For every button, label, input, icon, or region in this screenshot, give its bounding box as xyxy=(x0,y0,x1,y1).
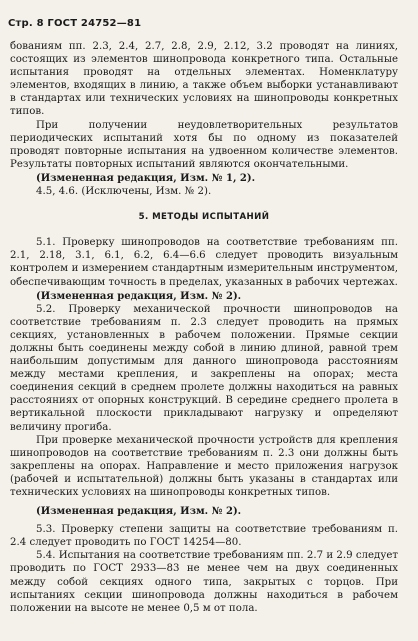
document-body xyxy=(10,40,398,615)
paragraph-5-2: 5.2. Проверку механической прочности шинопроводов на соответствие требованиям п. 2.3 следует проводить на прямых секциях, установленных в рабочем положении. Прямые секции должны быть соединены между собой в линию длиной, равной трем наибольшим допустимым для данного шинопровода расстояниям между местами крепления, и закреплены на опорах; места соединения секций в среднем пролете должны находиться на равных расстояниях от опорных конструкций. В середине среднего пролета в вертикальной плоскости прикладывают нагрузку и определяют величину прогиба. xyxy=(10,303,398,433)
paragraph-continuation: бованиям пп. 2.3, 2.4, 2.7, 2.8, 2.9, 2.12, 3.2 проводят на линиях, состоящих из элементов шинопровода конкретного типа. Остальные испытания проводят на отдельных элементах. Номенклатуру элементов, входящих в линию, а также объем выборки устанавливают в стандартах или технических условиях на шинопроводы конкретных типов. xyxy=(10,41,398,118)
paragraph-excluded: 4.5, 4.6. (Исключены, Изм. № 2). xyxy=(36,186,212,198)
paragraph-5-3: 5.3. Проверку степени защиты на соответствие требованиям п. 2.4 следует проводить по ГОСТ 14254—80. xyxy=(10,524,398,549)
section-title: 5. МЕТОДЫ ИСПЫТАНИЙ xyxy=(138,212,270,223)
page-header: Стр. 8 ГОСТ 24752—81 xyxy=(8,18,142,29)
paragraph-repeat-tests: При получении неудовлетворительных результатов периодических испытаний хотя бы по одному из показателей проводят повторные испытания на удвоенном количестве элементов. Результаты повторных испытаний являются окончательными. xyxy=(10,119,398,170)
edition-note: (Измененная редакция, Изм. № 1, 2). xyxy=(36,172,256,184)
paragraph-5-2-mount: При проверке механической прочности устройств для крепления шинопроводов на соответствие требованиям п. 2.3 они должны быть закреплены на опорах. Направление и место приложения нагрузок (рабочей и испытательной) должны быть указаны в стандартах или технических условиях на шинопроводы конкретных типов. xyxy=(10,434,398,498)
edition-note: (Измененная редакция, Изм. № 2). xyxy=(36,290,242,302)
paragraph-5-4: 5.4. Испытания на соответствие требованиям пп. 2.7 и 2.9 следует проводить по ГОСТ 2933—83 не менее чем на двух соединенных между собой секциях одного типа, закрытых с торцов. При испытаниях секции шинопровода должны находиться в рабочем положении на высоте не менее 0,5 м от пола. xyxy=(10,550,398,614)
edition-note: (Измененная редакция, Изм. № 2). xyxy=(36,506,242,518)
paragraph-5-1: 5.1. Проверку шинопроводов на соответствие требованиям пп. 2.1, 2.18, 3.1, 6.1, 6.2, 6.4—6.6 следует проводить визуальным контролем и измерением стандартным измерительным инструментом, обеспечивающим точность в пределах, указанных в рабочих чертежах. xyxy=(10,237,398,288)
